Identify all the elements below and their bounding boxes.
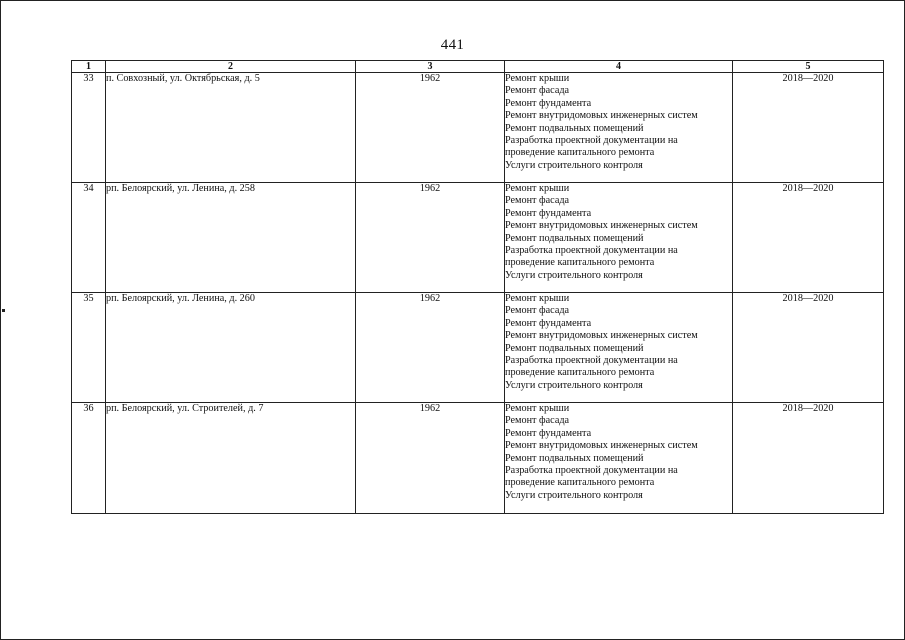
work-item: Ремонт крыши	[505, 73, 570, 84]
column-header: 1	[72, 61, 106, 73]
work-item: Ремонт фасада	[505, 305, 570, 317]
column-header: 5	[733, 61, 884, 73]
works-list	[505, 183, 733, 293]
work-item: Разработка проектной документации на	[505, 465, 678, 477]
building-address: рп. Белоярский, ул. Строителей, д. 7	[106, 403, 356, 514]
work-item: Ремонт фасада	[505, 415, 570, 427]
building-address: п. Совхозный, ул. Октябрьская, д. 5	[106, 73, 356, 183]
table-header-row	[72, 61, 884, 73]
row-number: 34	[72, 183, 106, 293]
work-item: Ремонт фундамента	[505, 97, 592, 109]
work-item: Ремонт подвальных помещений	[505, 452, 644, 464]
work-item: Услуги строительного контроля	[505, 269, 643, 281]
building-address: рп. Белоярский, ул. Ленина, д. 260	[106, 293, 356, 403]
column-header: 3	[356, 61, 505, 73]
works-list	[505, 403, 733, 514]
table-row	[72, 293, 884, 403]
work-item: Разработка проектной документации на	[505, 355, 678, 367]
work-item: Ремонт внутридомовых инженерных систем	[505, 110, 698, 122]
scan-mark	[2, 309, 5, 312]
work-item: проведение капитального ремонта	[505, 477, 655, 489]
work-item: Ремонт внутридомовых инженерных систем	[505, 220, 698, 232]
work-item: Услуги строительного контроля	[505, 159, 643, 171]
work-item: проведение капитального ремонта	[505, 257, 655, 269]
work-item: Ремонт подвальных помещений	[505, 122, 644, 134]
work-item: Ремонт крыши	[505, 403, 570, 414]
repair-period: 2018—2020	[733, 403, 884, 514]
work-item: Ремонт внутридомовых инженерных систем	[505, 330, 698, 342]
work-item: Ремонт крыши	[505, 183, 570, 194]
works-list	[505, 73, 733, 183]
repair-period: 2018—2020	[733, 183, 884, 293]
column-header: 2	[106, 61, 356, 73]
construction-year: 1962	[356, 293, 505, 403]
row-number: 33	[72, 73, 106, 183]
table-row	[72, 73, 884, 183]
table-row	[72, 403, 884, 514]
row-number: 35	[72, 293, 106, 403]
repair-period: 2018—2020	[733, 293, 884, 403]
work-item: Ремонт фасада	[505, 85, 570, 97]
construction-year: 1962	[356, 403, 505, 514]
work-item: Услуги строительного контроля	[505, 489, 643, 501]
repair-period: 2018—2020	[733, 73, 884, 183]
work-item: Ремонт подвальных помещений	[505, 232, 644, 244]
work-item: Ремонт фундамента	[505, 427, 592, 439]
work-item: Разработка проектной документации на	[505, 245, 678, 257]
work-item: проведение капитального ремонта	[505, 367, 655, 379]
work-item: Ремонт внутридомовых инженерных систем	[505, 440, 698, 452]
construction-year: 1962	[356, 183, 505, 293]
row-number: 36	[72, 403, 106, 514]
page-number: 441	[440, 37, 465, 53]
column-header: 4	[505, 61, 733, 73]
work-item: Услуги строительного контроля	[505, 379, 643, 391]
building-address: рп. Белоярский, ул. Ленина, д. 258	[106, 183, 356, 293]
table-row	[72, 183, 884, 293]
work-item: Ремонт фундамента	[505, 317, 592, 329]
works-list	[505, 293, 733, 403]
work-item: Разработка проектной документации на	[505, 135, 678, 147]
work-item: Ремонт подвальных помещений	[505, 342, 644, 354]
work-item: Ремонт крыши	[505, 293, 570, 304]
work-item: проведение капитального ремонта	[505, 147, 655, 159]
construction-year: 1962	[356, 73, 505, 183]
work-item: Ремонт фундамента	[505, 207, 592, 219]
repair-schedule-table	[71, 60, 884, 514]
work-item: Ремонт фасада	[505, 195, 570, 207]
